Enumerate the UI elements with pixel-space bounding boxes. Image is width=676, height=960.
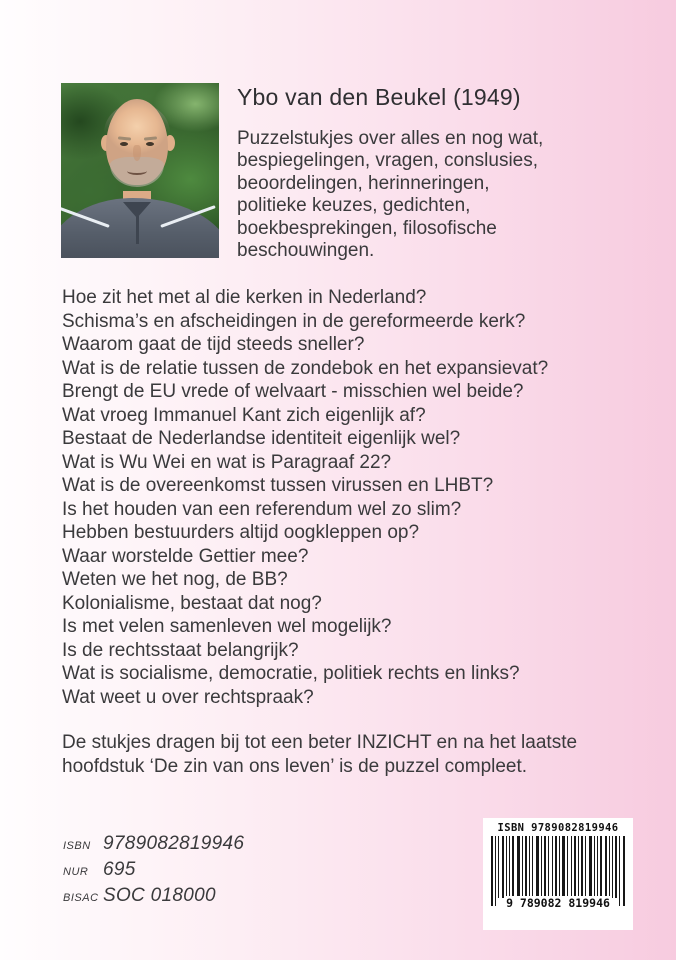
question-line: Kolonialisme, bestaat dat nog?: [62, 592, 322, 614]
question-line: Wat is de overeenkomst tussen virussen en LHBT?: [62, 475, 494, 496]
isbn-value: 9789082819946: [103, 833, 245, 854]
eye-left: [120, 142, 128, 146]
intro-line: Puzzelstukjes over alles en nog wat,: [237, 128, 544, 149]
question-line: Is de rechtsstaat belangrijk?: [62, 639, 299, 661]
question-line: Brengt de EU vrede of welvaart - misschien wel beide?: [62, 381, 524, 402]
intro-line: beoordelingen, herinneringen,: [237, 172, 490, 194]
intro-line: bespiegelingen, vragen, conslusies,: [237, 150, 539, 172]
publication-codes: [63, 833, 244, 911]
barcode-digits: 9 789082 819946: [506, 896, 610, 910]
intro-line: politieke keuzes, gedichten,: [237, 195, 471, 217]
nur-value: 695: [103, 859, 136, 880]
author-photo: [61, 83, 219, 258]
intro-paragraph: [237, 128, 543, 262]
question-line: Waarom gaat de tijd steeds sneller?: [62, 334, 365, 355]
question-line: Bestaat de Nederlandse identiteit eigenlijk wel?: [62, 428, 461, 449]
question-line: Weten we het nog, de BB?: [62, 569, 288, 590]
question-line: Schisma’s en afscheidingen in de gereformeerde kerk?: [62, 310, 526, 332]
question-line: Hoe zit het met al die kerken in Nederland?: [62, 287, 427, 308]
question-line: Wat is socialisme, democratie, politiek rechts en links?: [62, 663, 520, 684]
closing-paragraph: [62, 731, 577, 779]
mouth: [127, 167, 147, 175]
isbn-row: [63, 833, 244, 855]
intro-line: beschouwingen.: [237, 240, 375, 262]
bisac-row: [63, 885, 244, 907]
question-line: Wat is de relatie tussen de zondebok en het expansievat?: [62, 357, 549, 379]
question-line: Waar worstelde Gettier mee?: [62, 545, 309, 567]
shirt-placket: [136, 216, 139, 244]
intro-line: boekbesprekingen, filosofische: [237, 217, 497, 239]
bisac-value: SOC 018000: [103, 885, 216, 906]
question-line: Wat weet u over rechtspraak?: [62, 686, 314, 708]
isbn-label: ISBN: [63, 840, 91, 852]
question-list: [62, 286, 548, 709]
shirt-piping-right: [160, 205, 216, 228]
eye-right: [146, 142, 154, 146]
question-line: Is met velen samenleven wel mogelijk?: [62, 616, 392, 637]
barcode: [483, 818, 633, 930]
nur-row: [63, 859, 244, 881]
author-title: Ybo van den Beukel (1949): [237, 84, 521, 110]
nur-label: NUR: [63, 866, 89, 878]
question-line: Wat is Wu Wei en wat is Paragraaf 22?: [62, 451, 392, 473]
nose: [133, 145, 141, 161]
question-line: Wat vroeg Immanuel Kant zich eigenlijk af?: [62, 404, 426, 426]
polo-shirt: [61, 198, 219, 258]
barcode-isbn-text: ISBN 9789082819946: [497, 822, 619, 834]
closing-line: De stukjes dragen bij tot een beter INZICHT en na het laatste: [62, 732, 578, 753]
question-line: Hebben bestuurders altijd oogkleppen op?: [62, 522, 420, 543]
question-line: Is het houden van een referendum wel zo slim?: [62, 498, 462, 520]
shirt-piping-left: [61, 205, 110, 228]
closing-line: hoofdstuk ‘De zin van ons leven’ is de puzzel compleet.: [62, 756, 528, 777]
bisac-label: BISAC: [63, 892, 99, 904]
